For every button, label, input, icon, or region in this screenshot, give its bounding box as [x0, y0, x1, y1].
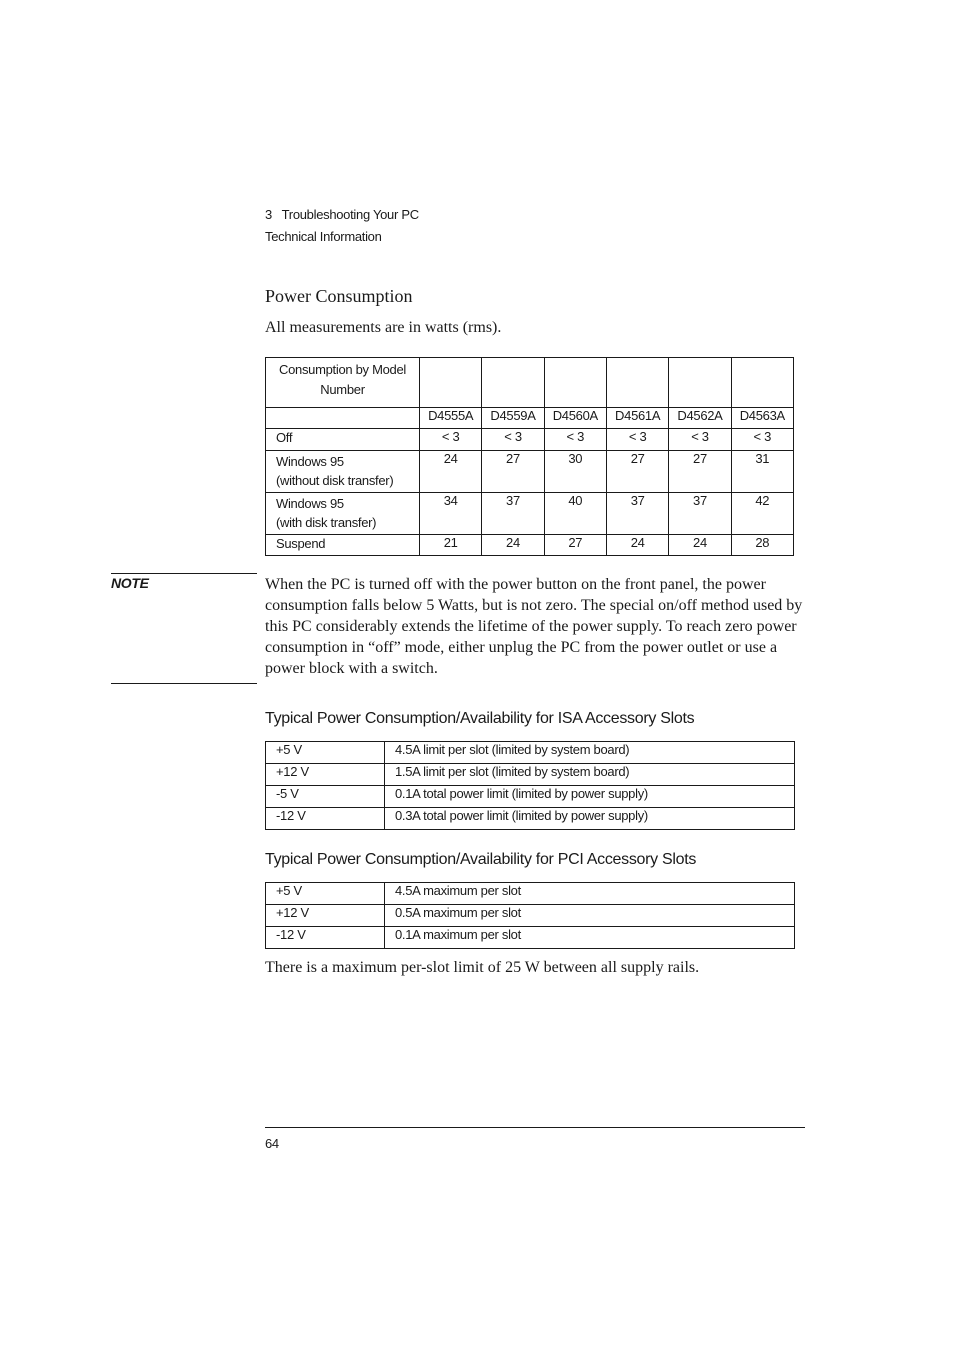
row-label: Off [266, 429, 420, 451]
model-row-empty [266, 408, 420, 429]
power-consumption-title: Power Consumption [265, 286, 413, 306]
model-number: D4555A [420, 408, 482, 429]
table-header-empty [731, 358, 793, 408]
model-number: D4562A [669, 408, 731, 429]
isa-slots-table [265, 741, 795, 830]
footer-divider [265, 1127, 805, 1128]
watt-value: 28 [731, 535, 793, 556]
watt-value: 27 [544, 535, 606, 556]
model-row [266, 408, 794, 429]
watt-value: 30 [544, 451, 606, 493]
table-row [266, 927, 795, 949]
watt-value: 40 [544, 493, 606, 535]
rail-spec: 0.3A total power limit (limited by power supply) [385, 808, 795, 830]
rail-spec: 4.5A limit per slot (limited by system board) [385, 742, 795, 764]
watt-value: 27 [606, 451, 668, 493]
table-row [266, 742, 795, 764]
rail-voltage: -12 V [266, 927, 385, 949]
watt-value: < 3 [420, 429, 482, 451]
rail-voltage: -5 V [266, 786, 385, 808]
table-header-empty [420, 358, 482, 408]
chapter-header: 3 Troubleshooting Your PC [265, 207, 419, 222]
watt-value: 27 [482, 451, 544, 493]
watt-value: 27 [669, 451, 731, 493]
watt-value: 24 [420, 451, 482, 493]
watt-value: 31 [731, 451, 793, 493]
row-label-cell [266, 493, 420, 535]
rail-voltage: -12 V [266, 808, 385, 830]
intro-text: All measurements are in watts (rms). [265, 319, 502, 336]
watt-value: < 3 [544, 429, 606, 451]
table-header-empty [606, 358, 668, 408]
watt-value: < 3 [482, 429, 544, 451]
table-row [266, 764, 795, 786]
note-divider-bottom [111, 683, 257, 684]
table-row [266, 808, 795, 830]
table-row [266, 786, 795, 808]
table-row [266, 905, 795, 927]
table-row [266, 535, 794, 556]
pci-slots-table [265, 882, 795, 949]
note-divider-top [111, 573, 257, 574]
table-row [266, 493, 794, 535]
table-header-empty [482, 358, 544, 408]
table-header-row [266, 358, 794, 408]
row-label-cell [266, 451, 420, 493]
row-sublabel: (with disk transfer) [276, 515, 377, 530]
watt-value: < 3 [606, 429, 668, 451]
page-number: 64 [265, 1136, 279, 1151]
note-text: When the PC is turned off with the power button on the front panel, the power consumption falls below 5 Watts, but is not zero. The special on/off method used by this PC considerably extends the lifetime of the power supply. To reach zero power consumption in “off” mode, either unplug the PC from the power outlet or use a power block with a switch. [265, 576, 803, 677]
isa-slots-title: Typical Power Consumption/Availability for ISA Accessory Slots [265, 710, 695, 727]
table-header-empty [669, 358, 731, 408]
model-number: D4559A [482, 408, 544, 429]
row-label: Windows 95 [276, 496, 344, 511]
rail-spec: 1.5A limit per slot (limited by system board) [385, 764, 795, 786]
rail-voltage: +12 V [266, 764, 385, 786]
power-consumption-table [265, 357, 794, 556]
rail-voltage: +12 V [266, 905, 385, 927]
watt-value: 42 [731, 493, 793, 535]
note-label: NOTE [111, 575, 149, 591]
table-header-label: Consumption by Model Number [266, 358, 420, 408]
table-row [266, 883, 795, 905]
table-header-empty [544, 358, 606, 408]
watt-value: 24 [482, 535, 544, 556]
rail-spec: 0.5A maximum per slot [385, 905, 795, 927]
rail-spec: 4.5A maximum per slot [385, 883, 795, 905]
slot-limit-text: There is a maximum per-slot limit of 25 W between all supply rails. [265, 959, 700, 976]
table-row [266, 429, 794, 451]
rail-voltage: +5 V [266, 883, 385, 905]
rail-spec: 0.1A total power limit (limited by power supply) [385, 786, 795, 808]
pci-slots-title: Typical Power Consumption/Availability for PCI Accessory Slots [265, 851, 697, 868]
model-number: D4560A [544, 408, 606, 429]
section-header: Technical Information [265, 229, 382, 244]
rail-voltage: +5 V [266, 742, 385, 764]
watt-value: < 3 [669, 429, 731, 451]
watt-value: 37 [669, 493, 731, 535]
row-label: Suspend [266, 535, 420, 556]
watt-value: 21 [420, 535, 482, 556]
rail-spec: 0.1A maximum per slot [385, 927, 795, 949]
row-label: Windows 95 [276, 454, 344, 469]
watt-value: < 3 [731, 429, 793, 451]
watt-value: 34 [420, 493, 482, 535]
model-number: D4563A [731, 408, 793, 429]
watt-value: 37 [606, 493, 668, 535]
table-row [266, 451, 794, 493]
watt-value: 37 [482, 493, 544, 535]
watt-value: 24 [606, 535, 668, 556]
watt-value: 24 [669, 535, 731, 556]
row-sublabel: (without disk transfer) [276, 473, 394, 488]
model-number: D4561A [606, 408, 668, 429]
